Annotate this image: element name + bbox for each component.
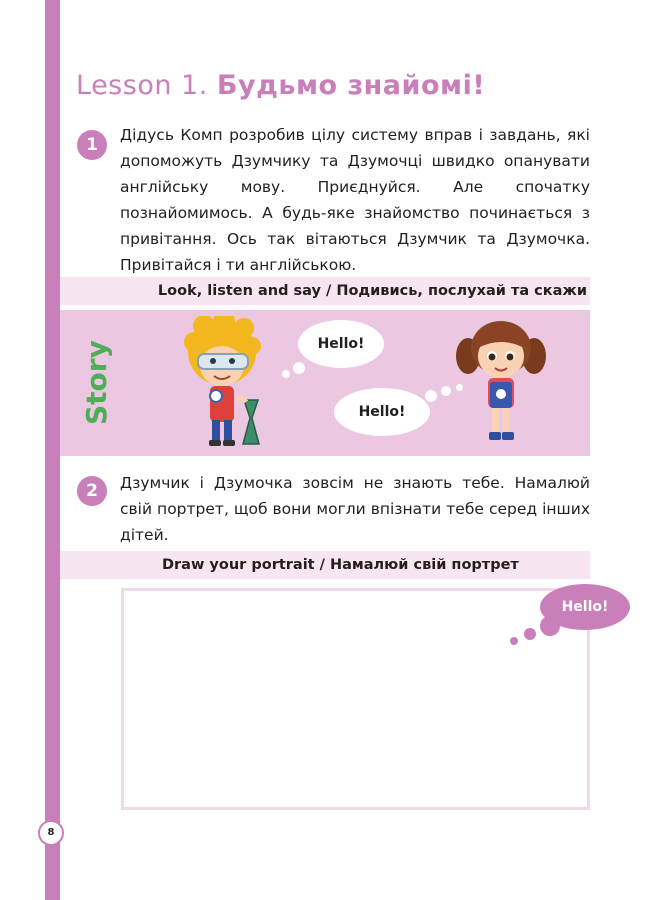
exercise-1-badge: 1	[77, 130, 107, 160]
lesson-title	[76, 70, 485, 101]
lesson-name: Будьмо знайомі!	[216, 70, 486, 101]
boy-character-illustration	[182, 316, 274, 454]
bubble-tail-dot	[524, 628, 536, 640]
page-sidebar-stripe	[45, 0, 60, 900]
portrait-greeting-bubble: Hello!	[540, 584, 630, 630]
exercise-2-badge: 2	[77, 476, 107, 506]
lesson-prefix: Lesson 1.	[76, 70, 208, 101]
story-panel	[60, 310, 590, 456]
bubble-tail-dot	[510, 637, 518, 645]
bubble-tail-dot	[282, 370, 290, 378]
girl-greeting-bubble: Hello!	[334, 388, 430, 436]
girl-character-illustration	[452, 318, 550, 448]
exercise-2-text: Дзумчик і Дзумочка зовсім не знають тебе. Намалюй свій портрет, щоб вони могли впізнати тебе серед інших дітей.	[120, 474, 590, 544]
bubble-tail-dot	[293, 362, 305, 374]
exercise-2-instruction: Draw your portrait / Намалюй свій портрет	[60, 551, 590, 579]
bubble-tail-dot	[441, 386, 451, 396]
exercise-1-instruction: Look, listen and say / Подивись, послухай та скажи	[60, 277, 590, 305]
bubble-tail-dot	[425, 390, 437, 402]
story-label: Story	[80, 340, 113, 425]
portrait-drawing-area[interactable]	[121, 588, 590, 810]
exercise-1-text: Дідусь Комп розробив цілу систему вправ і завдань, які допоможуть Дзумчику та Дзумочці швидко опанувати англійську мову. Приєднуйся. Але спочатку познайомимось. А будь-яке знайомство починається з привітання. Ось так вітаються Дзумчик та Дзумочка. Привітайся і ти англійською.	[120, 126, 590, 274]
boy-greeting-bubble: Hello!	[298, 320, 384, 368]
page-number: 8	[38, 820, 64, 846]
bubble-tail-dot	[540, 616, 560, 636]
